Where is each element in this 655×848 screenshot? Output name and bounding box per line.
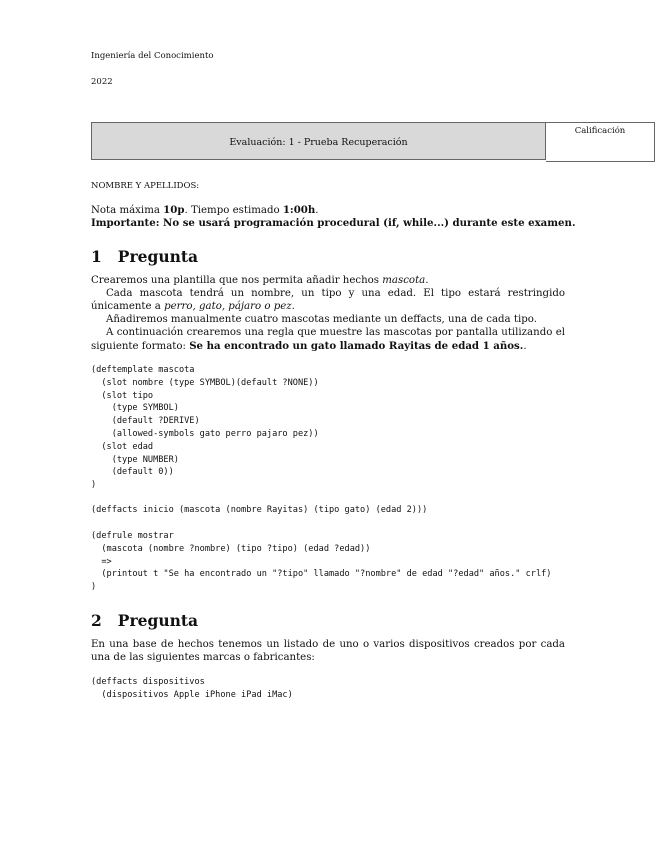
code-deffacts-dispositivos: (deffacts dispositivos (dispositivos Apple iPhone iPad iMac) xyxy=(91,677,293,700)
p1-emphasis: mascota xyxy=(382,275,426,286)
evaluation-title: Evaluación: 1 - Prueba Recuperación xyxy=(229,137,408,148)
section-1-paragraph-1 xyxy=(91,275,565,288)
time-suffix: . xyxy=(315,205,319,216)
p1-text: Crearemos una plantilla que nos permita añadir hechos xyxy=(91,275,383,286)
section-2-paragraph-1: En una base de hechos tenemos un listado de uno o varios dispositivos creados por cada una de las siguientes marcas o fabricantes: xyxy=(91,639,565,663)
code-defrule-mostrar: (defrule mostrar (mascota (nombre ?nombre) (tipo ?tipo) (edad ?edad)) => (printout t "Se ha encontrado un "?tipo" llamado "?nombre" de edad "?edad" años." crlf) ) xyxy=(91,531,552,593)
section-2-title: Pregunta xyxy=(117,611,199,630)
course-name: Ingeniería del Conocimiento xyxy=(91,51,214,61)
section-1-paragraph-3: Añadiremos manualmente cuatro mascotas mediante un deffacts, una de cada tipo. xyxy=(106,314,537,325)
evaluation-box xyxy=(91,122,546,160)
p4-text: A continuación crearemos una regla que muestre las mascotas por pantalla utilizando el siguiente formato: xyxy=(91,327,565,352)
max-grade-value: 10p xyxy=(163,204,185,216)
code-deftemplate: (deftemplate mascota (slot nombre (type SYMBOL)(default ?NONE)) (slot tipo (type SYMBOL) (default ?DERIVE) (allowed-symbols gato perro pajaro pez)) (slot edad (type NUMBER) (default 0)) ) xyxy=(91,365,319,491)
rules-line xyxy=(91,204,319,218)
student-name-label: NOMBRE Y APELLIDOS: xyxy=(91,181,200,191)
p4-end: . xyxy=(523,340,527,352)
section-1-title: Pregunta xyxy=(117,247,199,266)
grade-box xyxy=(546,122,655,162)
exam-year: 2022 xyxy=(91,77,113,87)
time-value: 1:00h xyxy=(282,204,316,216)
code-deffacts-inicio: (deffacts inicio (mascota (nombre Rayitas) (tipo gato) (edad 2))) xyxy=(91,505,428,515)
section-1-paragraph-4 xyxy=(91,327,565,354)
p2-text: Cada mascota tendrá un nombre, un tipo y una edad. El tipo estará restringido únicamente a xyxy=(91,288,565,312)
p2-end: . xyxy=(291,300,295,312)
section-2-number: 2 xyxy=(91,611,102,630)
section-1-number: 1 xyxy=(91,247,102,266)
grade-label: Calificación xyxy=(574,126,626,136)
important-text: Importante: No se usará programación procedural (if, while...) durante este examen. xyxy=(91,217,576,229)
section-2-heading xyxy=(91,611,198,630)
p2-emphasis: perro, gato, pájaro o pez xyxy=(164,300,292,312)
section-1-paragraph-2 xyxy=(91,288,565,314)
p1-end: . xyxy=(425,275,429,286)
time-label: . Tiempo estimado xyxy=(184,205,283,216)
important-note xyxy=(91,217,576,231)
p4-bold-format: Se ha encontrado un gato llamado Rayitas de edad 1 años. xyxy=(189,339,524,352)
max-grade-label: Nota máxima xyxy=(91,205,164,216)
section-1-heading xyxy=(91,247,198,266)
